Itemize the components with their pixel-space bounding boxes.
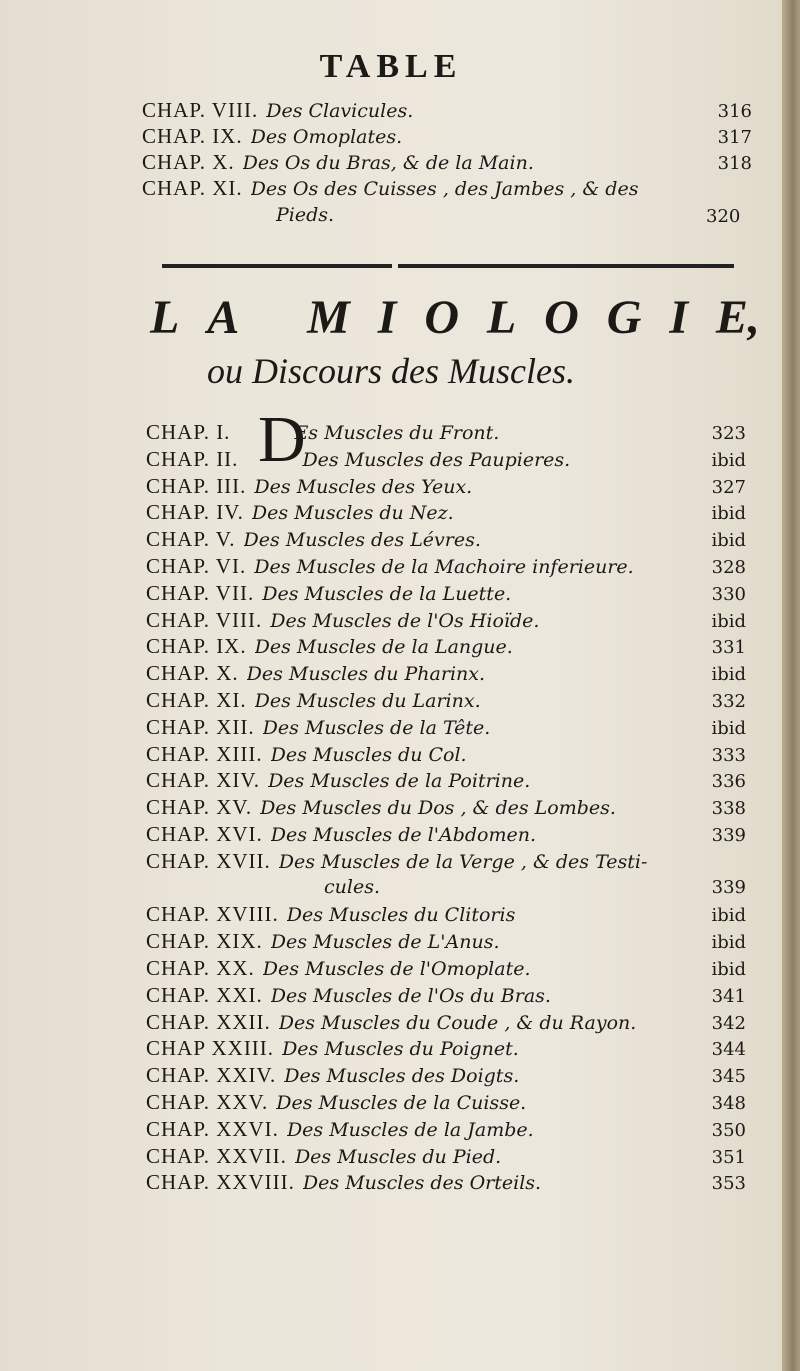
chapter-number: CHAP. XIII. xyxy=(146,741,263,766)
chapter-number: CHAP. I. xyxy=(146,420,231,444)
chapter-title: Des Clavicules. xyxy=(266,100,414,122)
title-letter: O xyxy=(424,291,460,344)
chapter-number: CHAP. XXVI. xyxy=(146,1116,279,1141)
chapter-number: CHAP. XII. xyxy=(146,714,255,739)
chapter-number: CHAP. II. xyxy=(146,446,239,471)
title-letter: L xyxy=(486,291,517,344)
page-number: 328 xyxy=(711,557,746,578)
toc-entry xyxy=(142,176,752,204)
title-letter: O xyxy=(544,291,579,344)
chapter-number: CHAP. III. xyxy=(146,473,247,498)
toc-entry xyxy=(146,1090,746,1118)
chapter-number: CHAP. XXV. xyxy=(146,1090,269,1114)
book-spine xyxy=(782,0,800,1371)
chapter-number: CHAP. VI. xyxy=(146,554,247,578)
chapter-title: Des Muscles des Yeux. xyxy=(254,475,473,498)
chapter-number: CHAP. XIV. xyxy=(146,768,261,793)
toc-entry xyxy=(146,715,746,743)
title-letter: A xyxy=(207,291,240,344)
chapter-number: CHAP. XX. xyxy=(146,956,255,980)
chapter-number: CHAP. XXI. xyxy=(146,982,263,1007)
chapter-title: Des Muscles du Dos , & des Lombes. xyxy=(260,797,616,820)
page-number: ibid xyxy=(711,530,746,552)
page-number: 323 xyxy=(711,423,746,444)
toc-entry xyxy=(146,768,746,796)
toc-entry xyxy=(146,956,746,984)
chapter-number: CHAP. X. xyxy=(142,150,235,174)
toc-entry xyxy=(146,474,746,502)
toc-entry xyxy=(146,876,746,904)
chapter-title: Des Muscles du Poignet. xyxy=(282,1038,519,1061)
toc-entry xyxy=(146,608,746,636)
page-number: ibid xyxy=(711,503,746,525)
page-number: 344 xyxy=(711,1039,746,1061)
toc-entry xyxy=(146,634,746,662)
page-number: ibid xyxy=(711,959,746,980)
drop-cap: D xyxy=(258,403,306,476)
chapter-title: Des Os des Cuisses , des Jambes , & des xyxy=(250,178,639,200)
divider-rule xyxy=(162,264,392,268)
chapter-title: Des Muscles des Lévres. xyxy=(243,529,481,552)
chapter-number: CHAP. XXII. xyxy=(146,1009,271,1034)
chapter-title: Des Muscles du Pharinx. xyxy=(246,663,486,686)
chapter-title: Des Muscles de L'Anus. xyxy=(270,931,500,954)
toc-entry xyxy=(146,983,746,1011)
page-number: 327 xyxy=(711,476,746,498)
toc-entry xyxy=(146,902,746,930)
page-number: 348 xyxy=(711,1093,746,1114)
page-number: ibid xyxy=(711,610,746,632)
title-letter: M xyxy=(307,291,350,344)
chapter-title: Des Muscles de la Tête. xyxy=(262,716,491,739)
page-number: ibid xyxy=(711,932,746,954)
toc-entry xyxy=(146,1063,746,1091)
chapter-title: Es Muscles du Front. xyxy=(294,422,500,444)
page-number: ibid xyxy=(711,449,746,471)
toc-entry xyxy=(146,849,746,877)
title-letter: I xyxy=(669,291,688,344)
chapter-title: Des Muscles de la Jambe. xyxy=(286,1118,534,1141)
page-number: 353 xyxy=(711,1173,746,1195)
page-number: 342 xyxy=(711,1012,746,1034)
chapter-number: CHAP. XXVIII. xyxy=(146,1170,295,1195)
chapter-title: Des Muscles de l'Abdomen. xyxy=(270,824,536,846)
toc-entry xyxy=(146,1117,746,1145)
chapter-number: CHAP. XVIII. xyxy=(146,902,279,927)
chapter-title: Des Muscles de la Verge , & des Testi- xyxy=(278,850,648,873)
page-header: TABLE xyxy=(319,48,463,85)
chapter-title: Des Muscles des Orteils. xyxy=(302,1172,542,1195)
page-number: 332 xyxy=(711,691,746,712)
toc-entry xyxy=(146,688,746,716)
page-number: ibid xyxy=(711,717,746,739)
toc-entry xyxy=(146,742,746,770)
chapter-title: Des Muscles de la Luette. xyxy=(262,582,512,605)
chapter-title: Des Os du Bras, & de la Main. xyxy=(242,152,534,174)
page-number: 320 xyxy=(706,206,741,227)
page-number: 351 xyxy=(711,1146,746,1168)
toc-entry xyxy=(142,98,752,126)
chapter-title: cules. xyxy=(324,875,380,898)
chapter-number: CHAP. VII. xyxy=(146,580,255,605)
chapter-number: CHAP. XI. xyxy=(146,688,247,712)
page-number: 318 xyxy=(717,153,752,174)
page-number: 336 xyxy=(711,771,746,793)
chapter-number: CHAP. XV. xyxy=(146,795,253,820)
toc-entry xyxy=(146,527,746,555)
toc-entry xyxy=(146,929,746,957)
toc-entry xyxy=(146,500,746,528)
toc-entry xyxy=(142,124,752,152)
toc-entry xyxy=(146,447,746,475)
chapter-title: Des Muscles de l'Os Hioïde. xyxy=(270,609,540,632)
page-number: 331 xyxy=(711,637,746,659)
page-number: 338 xyxy=(711,798,746,820)
chapter-number: CHAP XXIII. xyxy=(146,1036,275,1061)
chapter-number: CHAP. VIII. xyxy=(142,98,259,122)
chapter-number: CHAP. V. xyxy=(146,527,236,552)
page-number: 339 xyxy=(711,825,746,846)
toc-entry xyxy=(146,1144,746,1172)
page-number: ibid xyxy=(711,905,746,927)
chapter-number: CHAP. X. xyxy=(146,661,239,686)
chapter-title: Des Muscles de la Poitrine. xyxy=(268,770,531,793)
chapter-title-continuation: Pieds. xyxy=(276,204,335,226)
chapter-title: Des Muscles de l'Os du Bras. xyxy=(270,984,551,1007)
page-number: 330 xyxy=(711,583,746,605)
chapter-number: CHAP. XVII. xyxy=(146,848,271,873)
toc-entry xyxy=(146,661,746,689)
chapter-title: Des Omoplates. xyxy=(250,126,403,148)
page-number: 350 xyxy=(711,1119,746,1141)
chapter-title: Des Muscles du Pied. xyxy=(294,1145,502,1168)
title-letter: L xyxy=(150,291,180,344)
chapter-title: Des Muscles du Clitoris xyxy=(286,904,516,927)
title-letter: I xyxy=(377,291,397,344)
chapter-number: CHAP. XXIV. xyxy=(146,1063,277,1088)
chapter-title: Des Muscles du Coude , & du Rayon. xyxy=(278,1011,637,1034)
chapter-title: Des Muscles des Paupieres. xyxy=(302,448,571,471)
page-number: 316 xyxy=(717,101,752,122)
page-number: 345 xyxy=(711,1066,746,1088)
chapter-number: CHAP. VIII. xyxy=(146,607,263,632)
chapter-number: CHAP. IX. xyxy=(146,634,247,659)
chapter-title: Des Muscles de la Langue. xyxy=(254,636,513,659)
divider-rule xyxy=(398,264,734,268)
toc-entry xyxy=(146,1010,746,1038)
page-number: 341 xyxy=(711,985,746,1007)
chapter-title: Des Muscles du Larinx. xyxy=(254,690,481,712)
chapter-title: Des Muscles de l'Omoplate. xyxy=(262,958,531,980)
toc-entry xyxy=(146,822,746,850)
section-subtitle: ou Discours des Muscles. xyxy=(207,351,575,391)
chapter-number: CHAP. XXVII. xyxy=(146,1143,287,1168)
page-number: 339 xyxy=(711,876,746,898)
chapter-number: CHAP. XIX. xyxy=(146,929,263,954)
chapter-title: Des Muscles de la Machoire inferieure. xyxy=(254,556,634,578)
toc-entry xyxy=(146,1170,746,1198)
title-letter: E, xyxy=(715,291,760,344)
chapter-title: Des Muscles du Nez. xyxy=(251,502,454,525)
toc-entry xyxy=(146,554,746,582)
chapter-number: CHAP. IV. xyxy=(146,500,244,525)
chapter-number: CHAP. XVI. xyxy=(146,822,263,846)
chapter-title: Des Muscles des Doigts. xyxy=(284,1065,520,1088)
page-number: 333 xyxy=(711,744,746,766)
toc-entry xyxy=(146,795,746,823)
chapter-title: Des Muscles du Col. xyxy=(270,743,467,766)
toc-entry xyxy=(146,420,746,448)
chapter-number: CHAP. IX. xyxy=(142,124,243,148)
toc-entry xyxy=(142,150,752,178)
page-number: ibid xyxy=(711,664,746,686)
toc-entry xyxy=(146,581,746,609)
title-letter: G xyxy=(606,291,642,344)
chapter-title: Des Muscles de la Cuisse. xyxy=(276,1092,527,1114)
page-number: 317 xyxy=(717,127,752,148)
section-title xyxy=(150,290,760,345)
chapter-number: CHAP. XI. xyxy=(142,176,243,200)
toc-entry xyxy=(146,1036,746,1064)
